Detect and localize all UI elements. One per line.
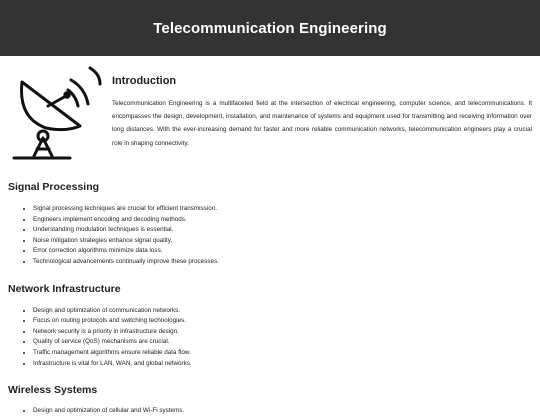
list-item: • Design and optimization of communication networks.	[33, 306, 532, 317]
bullet-list	[8, 306, 532, 370]
intro-heading: Introduction	[112, 75, 177, 87]
satellite-dish-icon	[8, 66, 108, 167]
bullet-list	[8, 406, 532, 417]
wireless-systems-section	[0, 384, 540, 417]
list-item: • Design and optimization of cellular and Wi-Fi systems.	[33, 406, 532, 417]
network-infrastructure-section	[0, 283, 540, 370]
list-item: • Understanding modulation techniques is essential.	[33, 225, 532, 236]
intro-section	[0, 56, 540, 167]
list-item: • Quality of service (QoS) mechanisms are crucial.	[33, 337, 532, 348]
section-heading: Network Infrastructure	[8, 282, 121, 295]
list-item: • Noise mitigation strategies enhance signal quality.	[33, 236, 532, 247]
list-item: • Network security is a priority in infrastructure design.	[33, 327, 532, 338]
list-item: • Traffic management algorithms ensure reliable data flow.	[33, 348, 532, 359]
section-heading: Signal Processing	[8, 181, 100, 193]
list-item: • Focus on routing protocols and switching technologies.	[33, 316, 532, 327]
list-item: • Engineers implement encoding and decoding methods.	[33, 215, 532, 226]
bullet-list	[8, 204, 532, 268]
page-header	[0, 0, 540, 56]
page-title: Telecommunication Engineering	[153, 19, 387, 37]
section-heading: Wireless Systems	[8, 384, 98, 397]
list-item: • Technological advancements continually improve these processes.	[33, 257, 532, 268]
list-item: • Error correction algorithms minimize data loss.	[33, 246, 532, 257]
list-item: • Infrastructure is vital for LAN, WAN, and global networks.	[33, 359, 532, 370]
signal-processing-section	[0, 181, 540, 268]
list-item: • Signal processing techniques are crucial for efficient transmission.	[33, 204, 532, 215]
intro-paragraph: Telecommunication Engineering is a multifaceted field at the intersection of electrical engineering, computer science, and telecommunications. It encompasses the design, development, installation, and maintenance of systems and equipment used for transmitting and receiving information over long distances. With the ever-increasing demand for faster and more reliable communication networks, telecommunication engineers play a crucial role in shaping connectivity.	[112, 100, 532, 147]
